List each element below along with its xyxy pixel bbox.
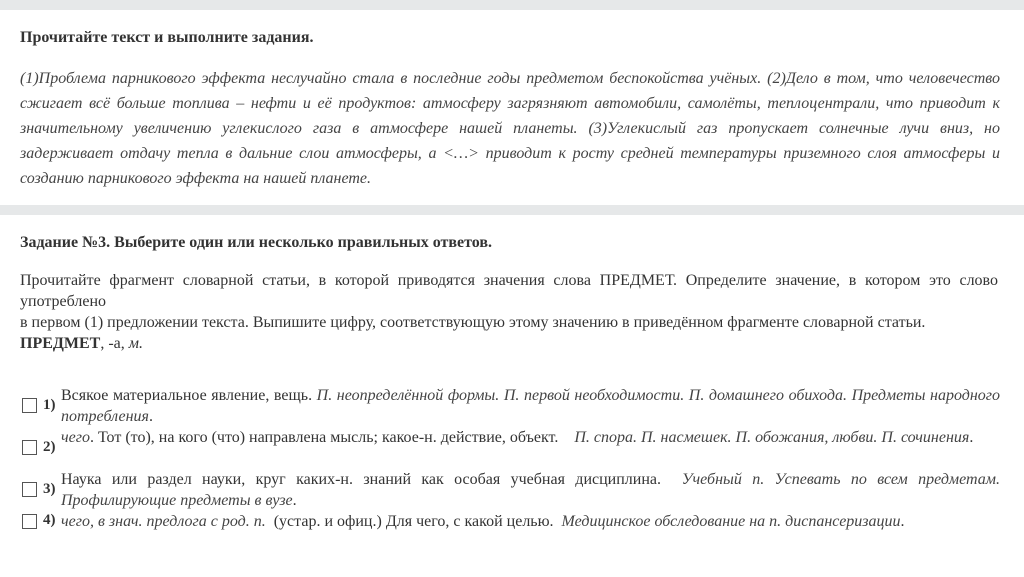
option-definition: Наука или раздел науки, круг каких-н. знаний как особая учебная дисциплина.: [61, 471, 682, 488]
headword-gender: м.: [128, 335, 143, 352]
option-number: 2): [43, 439, 56, 455]
option-2-checkbox[interactable]: [22, 440, 37, 455]
option-4-checkbox[interactable]: [22, 514, 37, 529]
option-grammar-note: чего, в знач. предлога с род. п.: [61, 513, 266, 530]
option-text: [61, 427, 1000, 448]
reading-panel: [0, 10, 1024, 205]
option-definition: . Тот (то), на кого (что) направлена мысль; какое-н. действие, объект.: [89, 429, 575, 446]
task-panel: [0, 215, 1024, 577]
option-examples: Медицинское обследование на п. диспансеризации: [561, 513, 901, 530]
option-definition: (устар. и офиц.) Для чего, с какой целью.: [265, 513, 562, 530]
option-3-checkbox[interactable]: [22, 482, 37, 497]
option-examples: П. неопределённой формы. П. первой необходимости. П. домашнего обихода. Предметы народного потребления: [61, 387, 1001, 425]
option-text: [61, 385, 1000, 427]
option-tail: .: [900, 513, 905, 530]
reading-passage: (1)Проблема парникового эффекта неслучайно стала в последние годы предметом беспокойства учёных. (2)Дело в том, что человечество сжигает всё больше топлива – нефти и её продуктов: атмосферу загрязняют автомобили, самолёты, теплоцентрали, что приводит к значительному увеличению углекислого газа в атмосфере нашей планеты. (3)Углекислый газ пропускает солнечные лучи вниз, но задерживает отдачу тепла в дальние слои атмосферы, а <…> приводит к росту средней температуры приземного слоя атмосферы и созданию парникового эффекта на нашей планете.: [20, 70, 1000, 187]
answer-option-3[interactable]: [20, 469, 1020, 511]
reading-heading: Прочитайте текст и выполните задания.: [20, 29, 314, 46]
option-text: [61, 469, 1000, 511]
dictionary-headword: ПРЕДМЕТ: [20, 335, 101, 352]
headword-suffix: , -а,: [100, 335, 129, 352]
option-number: 1): [43, 397, 56, 413]
option-tail: .: [969, 429, 974, 446]
option-examples: Учебный п. Успевать по всем предметам. Профилирующие предметы в вузе: [61, 471, 1000, 509]
instruction-line-2: в первом (1) предложении текста. Выпишите цифру, соответствующую этому значению в приведённом фрагменте словарной статьи.: [20, 314, 926, 331]
answer-option-4[interactable]: [20, 511, 1020, 532]
answer-options: [20, 385, 1020, 532]
answer-option-2[interactable]: [20, 427, 1020, 469]
option-examples: П. спора. П. насмешек. П. обожания, любви. П. сочинения: [574, 429, 970, 446]
option-definition: Всякое материальное явление, вещь.: [61, 387, 317, 404]
task-instruction: [20, 270, 998, 354]
option-tail: .: [148, 408, 153, 425]
option-grammar-note: чего: [61, 429, 90, 446]
option-text: [61, 511, 1021, 532]
task-heading: Задание №3. Выберите один или несколько правильных ответов.: [20, 234, 493, 251]
option-tail: .: [292, 492, 297, 509]
instruction-line-1: Прочитайте фрагмент словарной статьи, в которой приводятся значения слова ПРЕДМЕТ. Определите значение, в котором это слово употреблено: [20, 272, 998, 310]
dictionary-headword-line: [20, 333, 998, 354]
option-number: 4): [43, 512, 56, 528]
option-1-checkbox[interactable]: [22, 398, 37, 413]
option-number: 3): [43, 481, 56, 497]
answer-option-1[interactable]: [20, 385, 1020, 427]
